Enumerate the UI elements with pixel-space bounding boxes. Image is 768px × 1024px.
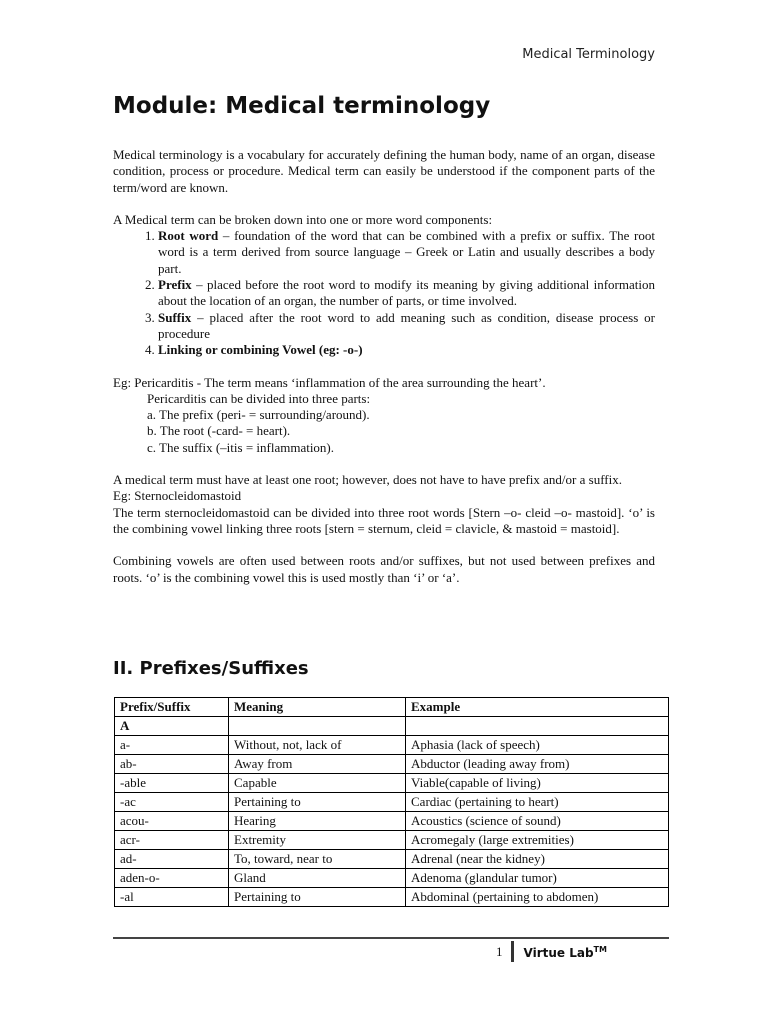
table-row — [115, 793, 669, 812]
example1-sub: Pericarditis can be divided into three parts: — [147, 390, 371, 406]
component-term: Prefix — [158, 277, 192, 293]
table-cell: acou- — [115, 812, 229, 831]
table-cell: -able — [115, 774, 229, 793]
table-cell: aden-o- — [115, 869, 229, 888]
table-cell: Adrenal (near the kidney) — [406, 850, 669, 869]
table-group-row — [115, 717, 669, 736]
table-cell: Abdominal (pertaining to abdomen) — [406, 888, 669, 907]
table-row — [115, 736, 669, 755]
table-row — [115, 869, 669, 888]
table-cell: Adenoma (glandular tumor) — [406, 869, 669, 888]
table-cell: Without, not, lack of — [229, 736, 406, 755]
column-header: Prefix/Suffix — [115, 698, 229, 717]
table-row — [115, 755, 669, 774]
components-list — [113, 228, 655, 358]
document-body — [113, 147, 655, 586]
list-item — [158, 228, 655, 277]
component-desc: – placed after the root word to add meaning such as condition, disease process or procedure — [158, 309, 655, 341]
list-item — [158, 277, 655, 310]
vowels-note: Combining vowels are often used between roots and/or suffixes, but not used between prefixes and roots. ‘o’ is the combining vowel this is used mostly than ‘i’ or ‘a’. — [113, 553, 655, 585]
column-header: Meaning — [229, 698, 406, 717]
footer-divider — [113, 937, 669, 939]
example2-text: The term sternocleidomastoid can be divided into three root words [Stern –o- cleid –o- mastoid]. ‘o’ is the combining vowel linking three roots [stern = sternum, cleid = clavicle, & mastoid = mastoid]. — [113, 504, 655, 536]
trademark-mark: TM — [593, 945, 607, 954]
root-note: A medical term must have at least one root; however, does not have to have prefix and/or a suffix. — [113, 472, 622, 488]
running-header: Medical Terminology — [522, 47, 655, 62]
example2-line: Eg: Sternocleidomastoid — [113, 488, 242, 504]
component-desc: – foundation of the word that can be combined with a prefix or suffix. The root word is a term derived from source language – Greek or Latin and usually describes a body part. — [158, 228, 655, 276]
table-row — [115, 831, 669, 850]
prefix-suffix-table — [114, 697, 669, 907]
table-cell: Extremity — [229, 831, 406, 850]
table-header-row — [115, 698, 669, 717]
footer-separator — [511, 941, 514, 962]
page-footer — [496, 941, 607, 962]
table-row — [115, 888, 669, 907]
list-item — [158, 310, 655, 343]
table-cell — [406, 717, 669, 736]
table-row — [115, 850, 669, 869]
group-label: A — [115, 717, 229, 736]
table-cell — [229, 717, 406, 736]
page-title: Module: Medical terminology — [113, 93, 491, 119]
brand-name: Virtue Lab — [523, 946, 594, 960]
example1-c: c. The suffix (–itis = inflammation). — [147, 439, 335, 455]
table-row — [115, 774, 669, 793]
table-cell: Away from — [229, 755, 406, 774]
table-cell: Aphasia (lack of speech) — [406, 736, 669, 755]
table-cell: Pertaining to — [229, 888, 406, 907]
component-desc: – placed before the root word to modify its meaning by giving additional information about the location of an organ, the number of parts, or time involved. — [158, 277, 655, 309]
component-term: Linking or combining Vowel (eg: -o-) — [158, 342, 363, 358]
table-cell: acr- — [115, 831, 229, 850]
table-cell: Abductor (leading away from) — [406, 755, 669, 774]
table-cell: Acoustics (science of sound) — [406, 812, 669, 831]
table-cell: Hearing — [229, 812, 406, 831]
example1-b: b. The root (-card- = heart). — [147, 423, 291, 439]
table-cell: Viable(capable of living) — [406, 774, 669, 793]
list-item — [158, 342, 655, 358]
table-row — [115, 812, 669, 831]
column-header: Example — [406, 698, 669, 717]
section-title: II. Prefixes/Suffixes — [113, 658, 309, 679]
table-cell: Cardiac (pertaining to heart) — [406, 793, 669, 812]
brand-label — [524, 945, 607, 960]
table-cell: Gland — [229, 869, 406, 888]
example1-line: Eg: Pericarditis - The term means ‘inflammation of the area surrounding the heart’. — [113, 374, 546, 390]
component-term: Suffix — [158, 309, 192, 325]
table-cell: ad- — [115, 850, 229, 869]
table-cell: Capable — [229, 774, 406, 793]
page-number: 1 — [496, 944, 503, 959]
table-cell: -al — [115, 888, 229, 907]
table-cell: To, toward, near to — [229, 850, 406, 869]
table-cell: a- — [115, 736, 229, 755]
intro-paragraph: Medical terminology is a vocabulary for accurately defining the human body, name of an organ, disease condition, process or procedure. Medical term can easily be understood if the component parts of the term/word are known. — [113, 147, 655, 195]
table-cell: Pertaining to — [229, 793, 406, 812]
example1-a: a. The prefix (peri- = surrounding/around). — [147, 407, 370, 423]
component-term: Root word — [158, 228, 219, 244]
components-intro: A Medical term can be broken down into one or more word components: — [113, 211, 493, 227]
table-cell: ab- — [115, 755, 229, 774]
table-cell: -ac — [115, 793, 229, 812]
table-cell: Acromegaly (large extremities) — [406, 831, 669, 850]
